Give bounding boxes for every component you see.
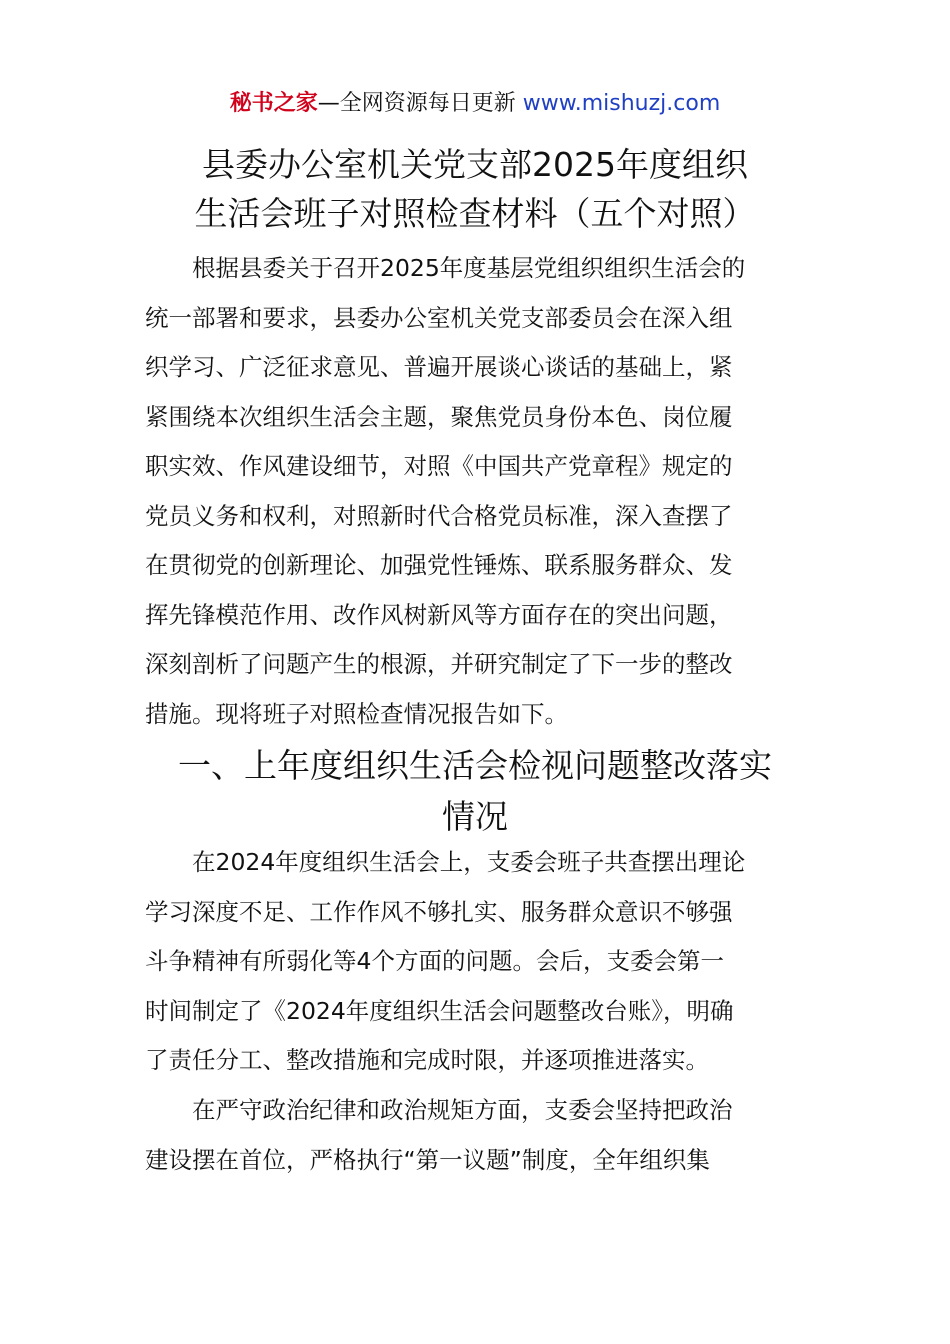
intro-line: 党员义务和权利，对照新时代合格党员标准，深入查摆了 bbox=[145, 501, 733, 530]
intro-paragraph bbox=[145, 244, 810, 739]
intro-line: 在贯彻党的创新理论、加强党性锤炼、联系服务群众、发 bbox=[145, 551, 733, 579]
site-url-link[interactable]: www.mishuzj.com bbox=[522, 91, 721, 116]
section-1-heading bbox=[145, 740, 805, 842]
intro-line: 统一部署和要求，县委办公室机关党支部委员会在深入组 bbox=[145, 303, 733, 332]
title-line-1: 县委办公室机关党支部2025年度组织 bbox=[202, 145, 748, 184]
intro-line: 根据县委关于召开2025年度基层党组织组织生活会的 bbox=[145, 254, 746, 282]
document-title bbox=[145, 140, 805, 238]
section-heading-line-1: 一、上年度组织生活会检视问题整改落实 bbox=[178, 746, 772, 785]
paragraph-line: 建设摆在首位，严格执行“第一议题”制度，全年组织集 bbox=[145, 1145, 710, 1174]
section-heading-line-2: 情况 bbox=[442, 797, 508, 836]
brand-name: 秘书之家 bbox=[229, 91, 318, 116]
intro-line: 职实效、作风建设细节，对照《中国共产党章程》规定的 bbox=[145, 452, 733, 480]
site-banner bbox=[0, 88, 950, 120]
paragraph-line: 在严守政治纪律和政治规矩方面，支委会坚持把政治 bbox=[145, 1096, 733, 1124]
paragraph-line: 学习深度不足、工作作风不够扎实、服务群众意识不够强 bbox=[145, 897, 733, 926]
intro-line: 织学习、广泛征求意见、普遍开展谈心谈话的基础上，紧 bbox=[145, 353, 733, 381]
rectification-paragraph bbox=[145, 838, 810, 1086]
intro-line: 深刻剖析了问题产生的根源，并研究制定了下一步的整改 bbox=[145, 650, 733, 678]
intro-line: 紧围绕本次组织生活会主题，聚焦党员身份本色、岗位履 bbox=[145, 402, 733, 431]
paragraph-line: 斗争精神有所弱化等4个方面的问题。会后，支委会第一 bbox=[145, 947, 724, 975]
paragraph-line: 在2024年度组织生活会上，支委会班子共查摆出理论 bbox=[145, 848, 746, 876]
intro-line: 措施。现将班子对照检查情况报告如下。 bbox=[145, 699, 568, 728]
paragraph-line: 时间制定了《2024年度组织生活会问题整改台账》，明确 bbox=[145, 996, 734, 1025]
intro-line: 挥先锋模范作用、改作风树新风等方面存在的突出问题， bbox=[145, 600, 733, 629]
title-line-2: 生活会班子对照检查材料（五个对照） bbox=[194, 194, 756, 233]
paragraph-line: 了责任分工、整改措施和完成时限，并逐项推进落实。 bbox=[145, 1046, 709, 1074]
political-discipline-paragraph bbox=[145, 1086, 810, 1185]
banner-tagline: —全网资源每日更新 bbox=[317, 91, 523, 116]
